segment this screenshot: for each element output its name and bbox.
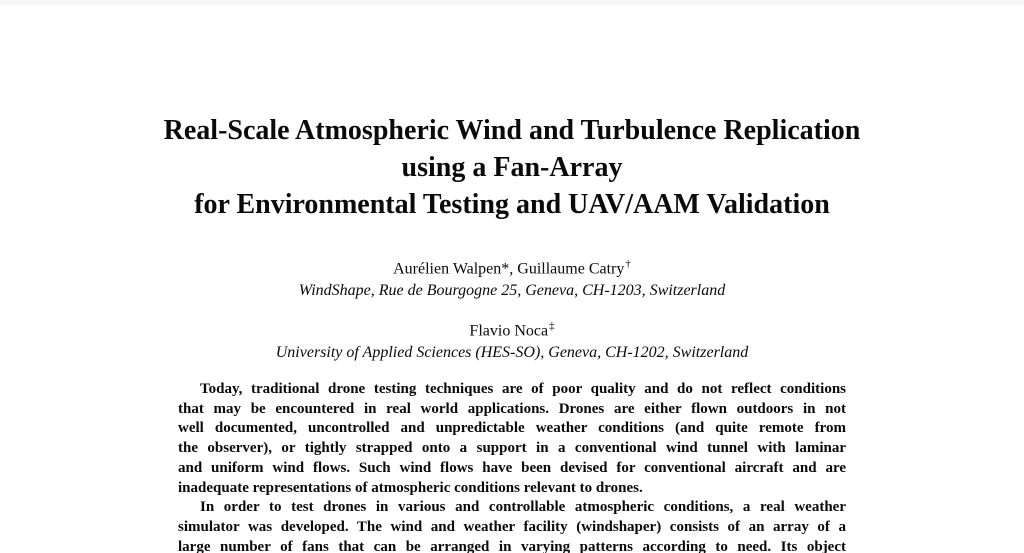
viewer-top-bar: [0, 0, 1024, 5]
author-block-1: [0, 253, 1024, 302]
title-line-2: using a Fan-Array: [401, 152, 623, 183]
author-names-2: [0, 315, 1024, 342]
title-line-1: Real-Scale Atmospheric Wind and Turbulence Replication: [163, 115, 861, 146]
author-names-1: [0, 253, 1024, 280]
author-marker-double-dagger: ‡: [549, 320, 555, 332]
author-block-2: [0, 315, 1024, 364]
abstract-line: well documented, uncontrolled and unpredictable weather conditions (and quite remote from: [178, 420, 846, 437]
abstract-line: and uniform wind flows. Such wind flows have been devised for conventional aircraft and are: [178, 459, 846, 476]
author-marker-dagger: †: [625, 258, 631, 270]
abstract-line: Today, traditional drone testing techniques are of poor quality and do not reflect conditions: [200, 381, 846, 397]
abstract-line: inadequate representations of atmospheric conditions relevant to drones.: [178, 479, 643, 496]
abstract-line: simulator was developed. The wind and weather facility (windshaper) consists of an array of a: [178, 518, 846, 535]
abstract-line: In order to test drones in various and controllable atmospheric conditions, a real weather: [200, 499, 846, 516]
author-affiliation-1: WindShape, Rue de Bourgogne 25, Geneva, CH-1203, Switzerland: [298, 282, 726, 300]
author-affiliation-2: University of Applied Sciences (HES-SO), Geneva, CH-1202, Switzerland: [275, 344, 749, 362]
abstract-line: that may be encountered in real world applications. Drones are either flown outdoors in not: [178, 400, 846, 417]
abstract: [178, 380, 846, 553]
abstract-line-clipped: large number of fans that can be arranged in varying patterns according to need. Its object: [178, 538, 846, 553]
abstract-line: the observer), or tightly strapped onto a support in a conventional wind tunnel with laminar: [178, 440, 846, 457]
author-names-1-text: Aurélien Walpen*, Guillaume Catry: [393, 260, 625, 278]
author-names-2-text: Flavio Noca: [469, 322, 549, 340]
title-line-3: for Environmental Testing and UAV/AAM Validation: [194, 189, 830, 220]
paper-title: [0, 112, 1024, 223]
